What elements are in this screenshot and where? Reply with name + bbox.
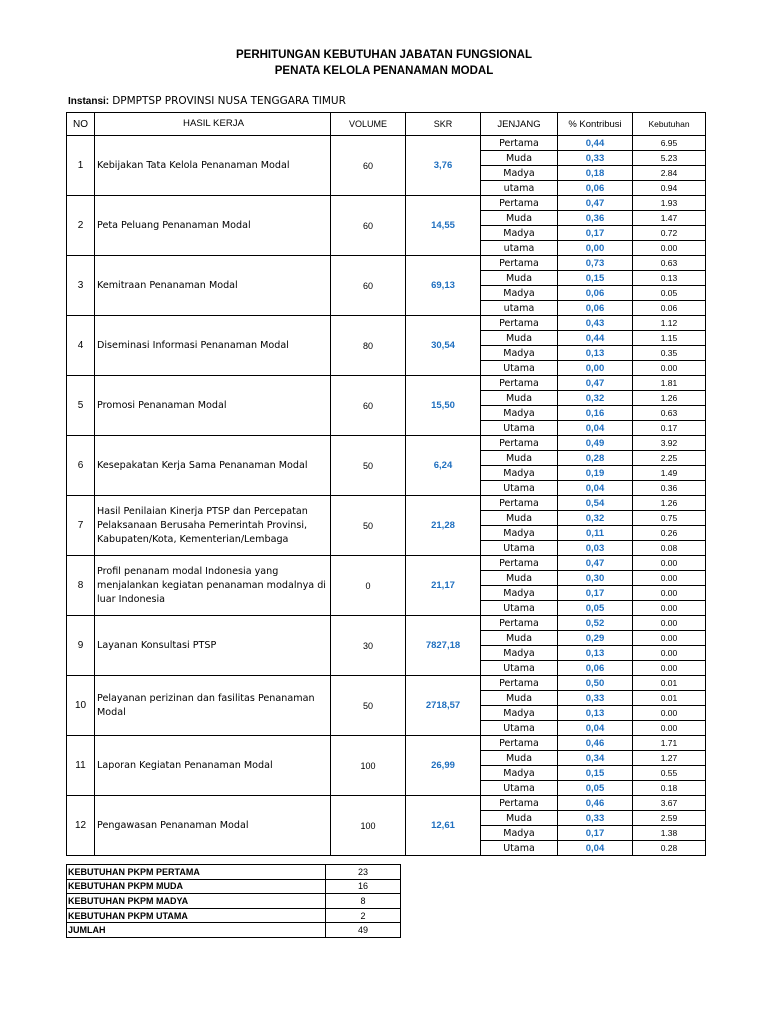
jenjang-cell: Madya	[481, 226, 558, 241]
jenjang-cell: Utama	[481, 481, 558, 496]
row-number: 12	[67, 796, 95, 856]
kebutuhan-cell: 0.05	[633, 286, 706, 301]
jenjang-cell: Pertama	[481, 436, 558, 451]
kontribusi-cell: 0,15	[558, 271, 633, 286]
kebutuhan-cell: 1.71	[633, 736, 706, 751]
kebutuhan-cell: 0.75	[633, 511, 706, 526]
kontribusi-cell: 0,30	[558, 571, 633, 586]
jenjang-cell: Muda	[481, 631, 558, 646]
volume-cell: 100	[331, 796, 406, 856]
hasil-kerja-cell: Peta Peluang Penanaman Modal	[95, 196, 331, 256]
kebutuhan-cell: 2.84	[633, 166, 706, 181]
skr-cell: 3,76	[406, 136, 481, 196]
kebutuhan-cell: 1.15	[633, 331, 706, 346]
kebutuhan-cell: 0.00	[633, 616, 706, 631]
jenjang-cell: Madya	[481, 526, 558, 541]
kebutuhan-cell: 5.23	[633, 151, 706, 166]
jenjang-cell: Utama	[481, 721, 558, 736]
jenjang-cell: Pertama	[481, 616, 558, 631]
volume-cell: 60	[331, 196, 406, 256]
volume-cell: 50	[331, 676, 406, 736]
table-row	[67, 616, 706, 631]
summary-table	[66, 864, 401, 938]
jenjang-cell: Muda	[481, 331, 558, 346]
header-skr: SKR	[406, 113, 481, 136]
kontribusi-cell: 0,18	[558, 166, 633, 181]
row-number: 6	[67, 436, 95, 496]
summary-value: 23	[326, 865, 401, 880]
kebutuhan-cell: 1.47	[633, 211, 706, 226]
kebutuhan-cell: 0.63	[633, 256, 706, 271]
skr-cell: 30,54	[406, 316, 481, 376]
row-number: 3	[67, 256, 95, 316]
kebutuhan-cell: 0.01	[633, 676, 706, 691]
skr-cell: 7827,18	[406, 616, 481, 676]
jenjang-cell: Pertama	[481, 376, 558, 391]
hasil-kerja-cell: Pelayanan perizinan dan fasilitas Penanaman Modal	[95, 676, 331, 736]
kontribusi-cell: 0,11	[558, 526, 633, 541]
table-row	[67, 676, 706, 691]
jenjang-cell: Muda	[481, 451, 558, 466]
jenjang-cell: Utama	[481, 841, 558, 856]
calculation-table	[66, 112, 706, 856]
table-row	[67, 196, 706, 211]
kontribusi-cell: 0,04	[558, 841, 633, 856]
kontribusi-cell: 0,06	[558, 661, 633, 676]
volume-cell: 100	[331, 736, 406, 796]
kebutuhan-cell: 0.06	[633, 301, 706, 316]
jenjang-cell: Pertama	[481, 496, 558, 511]
jenjang-cell: Utama	[481, 541, 558, 556]
kontribusi-cell: 0,06	[558, 181, 633, 196]
row-number: 10	[67, 676, 95, 736]
kebutuhan-cell: 0.00	[633, 631, 706, 646]
summary-label: KEBUTUHAN PKPM UTAMA	[67, 908, 326, 923]
jenjang-cell: Muda	[481, 691, 558, 706]
jenjang-cell: Madya	[481, 766, 558, 781]
skr-cell: 26,99	[406, 736, 481, 796]
kontribusi-cell: 0,32	[558, 511, 633, 526]
table-row	[67, 376, 706, 391]
kebutuhan-cell: 0.17	[633, 421, 706, 436]
instansi-line	[68, 95, 346, 107]
kontribusi-cell: 0,04	[558, 721, 633, 736]
jenjang-cell: Madya	[481, 706, 558, 721]
volume-cell: 0	[331, 556, 406, 616]
jenjang-cell: Madya	[481, 646, 558, 661]
summary-value: 2	[326, 908, 401, 923]
kontribusi-cell: 0,50	[558, 676, 633, 691]
header-volume: VOLUME	[331, 113, 406, 136]
kontribusi-cell: 0,28	[558, 451, 633, 466]
summary-value: 49	[326, 923, 401, 938]
jenjang-cell: utama	[481, 241, 558, 256]
hasil-kerja-cell: Layanan Konsultasi PTSP	[95, 616, 331, 676]
row-number: 7	[67, 496, 95, 556]
skr-cell: 2718,57	[406, 676, 481, 736]
jenjang-cell: Muda	[481, 151, 558, 166]
jenjang-cell: utama	[481, 301, 558, 316]
jenjang-cell: Madya	[481, 466, 558, 481]
skr-cell: 69,13	[406, 256, 481, 316]
jenjang-cell: Pertama	[481, 676, 558, 691]
kontribusi-cell: 0,46	[558, 736, 633, 751]
hasil-kerja-cell: Pengawasan Penanaman Modal	[95, 796, 331, 856]
skr-cell: 6,24	[406, 436, 481, 496]
volume-cell: 60	[331, 256, 406, 316]
kebutuhan-cell: 2.59	[633, 811, 706, 826]
summary-value: 16	[326, 879, 401, 894]
jenjang-cell: Madya	[481, 826, 558, 841]
jenjang-cell: Pertama	[481, 136, 558, 151]
kontribusi-cell: 0,29	[558, 631, 633, 646]
jenjang-cell: Muda	[481, 811, 558, 826]
summary-label: KEBUTUHAN PKPM MUDA	[67, 879, 326, 894]
document-title: PERHITUNGAN KEBUTUHAN JABATAN FUNGSIONAL	[235, 49, 532, 61]
kebutuhan-cell: 0.00	[633, 661, 706, 676]
kebutuhan-cell: 0.00	[633, 571, 706, 586]
instansi-label: Instansi:	[68, 96, 110, 107]
kontribusi-cell: 0,00	[558, 241, 633, 256]
kebutuhan-cell: 1.27	[633, 751, 706, 766]
jenjang-cell: Utama	[481, 601, 558, 616]
kebutuhan-cell: 3.92	[633, 436, 706, 451]
kebutuhan-cell: 2.25	[633, 451, 706, 466]
summary-row	[67, 894, 401, 909]
row-number: 5	[67, 376, 95, 436]
kontribusi-cell: 0,33	[558, 691, 633, 706]
hasil-kerja-cell: Profil penanam modal Indonesia yang menjalankan kegiatan penanaman modalnya di luar Indonesia	[95, 556, 331, 616]
kontribusi-cell: 0,47	[558, 376, 633, 391]
summary-label: KEBUTUHAN PKPM PERTAMA	[67, 865, 326, 880]
kontribusi-cell: 0,03	[558, 541, 633, 556]
table-row	[67, 136, 706, 151]
jenjang-cell: Utama	[481, 781, 558, 796]
jenjang-cell: Madya	[481, 586, 558, 601]
hasil-kerja-cell: Kemitraan Penanaman Modal	[95, 256, 331, 316]
kontribusi-cell: 0,47	[558, 196, 633, 211]
kebutuhan-cell: 1.49	[633, 466, 706, 481]
summary-row	[67, 923, 401, 938]
kebutuhan-cell: 0.00	[633, 646, 706, 661]
header-jenjang: JENJANG	[481, 113, 558, 136]
kontribusi-cell: 0,05	[558, 601, 633, 616]
kontribusi-cell: 0,49	[558, 436, 633, 451]
row-number: 8	[67, 556, 95, 616]
volume-cell: 80	[331, 316, 406, 376]
kontribusi-cell: 0,54	[558, 496, 633, 511]
hasil-kerja-cell: Kebijakan Tata Kelola Penanaman Modal	[95, 136, 331, 196]
skr-cell: 14,55	[406, 196, 481, 256]
volume-cell: 50	[331, 436, 406, 496]
summary-row	[67, 879, 401, 894]
jenjang-cell: Pertama	[481, 316, 558, 331]
kebutuhan-cell: 0.01	[633, 691, 706, 706]
kontribusi-cell: 0,43	[558, 316, 633, 331]
kebutuhan-cell: 0.00	[633, 601, 706, 616]
kebutuhan-cell: 1.38	[633, 826, 706, 841]
kontribusi-cell: 0,34	[558, 751, 633, 766]
row-number: 2	[67, 196, 95, 256]
kontribusi-cell: 0,13	[558, 706, 633, 721]
jenjang-cell: Pertama	[481, 196, 558, 211]
hasil-kerja-cell: Promosi Penanaman Modal	[95, 376, 331, 436]
header-kebutuhan: Kebutuhan	[633, 113, 706, 136]
jenjang-cell: Madya	[481, 406, 558, 421]
kebutuhan-cell: 0.94	[633, 181, 706, 196]
jenjang-cell: Madya	[481, 166, 558, 181]
kontribusi-cell: 0,52	[558, 616, 633, 631]
kontribusi-cell: 0,16	[558, 406, 633, 421]
summary-label: JUMLAH	[67, 923, 326, 938]
row-number: 4	[67, 316, 95, 376]
jenjang-cell: Muda	[481, 511, 558, 526]
header-hasil-kerja: HASIL KERJA	[95, 113, 331, 136]
volume-cell: 50	[331, 496, 406, 556]
kontribusi-cell: 0,15	[558, 766, 633, 781]
kebutuhan-cell: 0.13	[633, 271, 706, 286]
kontribusi-cell: 0,13	[558, 646, 633, 661]
kontribusi-cell: 0,17	[558, 826, 633, 841]
table-row	[67, 316, 706, 331]
header-kontribusi: % Kontribusi	[558, 113, 633, 136]
row-number: 11	[67, 736, 95, 796]
volume-cell: 30	[331, 616, 406, 676]
jenjang-cell: Pertama	[481, 556, 558, 571]
kebutuhan-cell: 0.00	[633, 556, 706, 571]
kontribusi-cell: 0,00	[558, 361, 633, 376]
kontribusi-cell: 0,33	[558, 811, 633, 826]
kebutuhan-cell: 1.12	[633, 316, 706, 331]
kebutuhan-cell: 1.26	[633, 391, 706, 406]
summary-row	[67, 908, 401, 923]
kebutuhan-cell: 0.00	[633, 706, 706, 721]
jenjang-cell: Madya	[481, 286, 558, 301]
hasil-kerja-cell: Diseminasi Informasi Penanaman Modal	[95, 316, 331, 376]
kebutuhan-cell: 0.28	[633, 841, 706, 856]
kebutuhan-cell: 0.63	[633, 406, 706, 421]
kontribusi-cell: 0,04	[558, 481, 633, 496]
kontribusi-cell: 0,06	[558, 301, 633, 316]
jenjang-cell: Muda	[481, 391, 558, 406]
kebutuhan-cell: 0.00	[633, 721, 706, 736]
kebutuhan-cell: 0.36	[633, 481, 706, 496]
kebutuhan-cell: 0.55	[633, 766, 706, 781]
kontribusi-cell: 0,47	[558, 556, 633, 571]
kebutuhan-cell: 0.18	[633, 781, 706, 796]
kebutuhan-cell: 1.26	[633, 496, 706, 511]
skr-cell: 12,61	[406, 796, 481, 856]
kebutuhan-cell: 1.81	[633, 376, 706, 391]
row-number: 1	[67, 136, 95, 196]
jenjang-cell: Muda	[481, 271, 558, 286]
jenjang-cell: Utama	[481, 661, 558, 676]
jenjang-cell: Muda	[481, 751, 558, 766]
table-row	[67, 496, 706, 511]
kebutuhan-cell: 6.95	[633, 136, 706, 151]
row-number: 9	[67, 616, 95, 676]
summary-value: 8	[326, 894, 401, 909]
table-row	[67, 796, 706, 811]
jenjang-cell: Utama	[481, 361, 558, 376]
kontribusi-cell: 0,04	[558, 421, 633, 436]
table-row	[67, 436, 706, 451]
table-row	[67, 256, 706, 271]
jenjang-cell: Pertama	[481, 796, 558, 811]
volume-cell: 60	[331, 136, 406, 196]
kontribusi-cell: 0,44	[558, 136, 633, 151]
hasil-kerja-cell: Kesepakatan Kerja Sama Penanaman Modal	[95, 436, 331, 496]
document-subtitle: PENATA KELOLA PENANAMAN MODAL	[274, 65, 494, 77]
summary-row	[67, 865, 401, 880]
kontribusi-cell: 0,17	[558, 586, 633, 601]
kebutuhan-cell: 0.08	[633, 541, 706, 556]
kebutuhan-cell: 3.67	[633, 796, 706, 811]
skr-cell: 21,28	[406, 496, 481, 556]
hasil-kerja-cell: Laporan Kegiatan Penanaman Modal	[95, 736, 331, 796]
kebutuhan-cell: 0.26	[633, 526, 706, 541]
kontribusi-cell: 0,36	[558, 211, 633, 226]
kontribusi-cell: 0,44	[558, 331, 633, 346]
kontribusi-cell: 0,17	[558, 226, 633, 241]
skr-cell: 21,17	[406, 556, 481, 616]
jenjang-cell: Pertama	[481, 256, 558, 271]
kontribusi-cell: 0,19	[558, 466, 633, 481]
jenjang-cell: Utama	[481, 421, 558, 436]
summary-label: KEBUTUHAN PKPM MADYA	[67, 894, 326, 909]
jenjang-cell: Muda	[481, 211, 558, 226]
kebutuhan-cell: 0.00	[633, 586, 706, 601]
hasil-kerja-cell: Hasil Penilaian Kinerja PTSP dan Percepatan Pelaksanaan Berusaha Pemerintah Provinsi, Kabupaten/Kota, Kementerian/Lembaga	[95, 496, 331, 556]
kontribusi-cell: 0,46	[558, 796, 633, 811]
kontribusi-cell: 0,32	[558, 391, 633, 406]
kontribusi-cell: 0,33	[558, 151, 633, 166]
kebutuhan-cell: 0.72	[633, 226, 706, 241]
kontribusi-cell: 0,13	[558, 346, 633, 361]
jenjang-cell: Madya	[481, 346, 558, 361]
instansi-value: DPMPTSP PROVINSI NUSA TENGGARA TIMUR	[112, 95, 346, 107]
jenjang-cell: Muda	[481, 571, 558, 586]
volume-cell: 60	[331, 376, 406, 436]
kebutuhan-cell: 0.00	[633, 241, 706, 256]
table-row	[67, 736, 706, 751]
skr-cell: 15,50	[406, 376, 481, 436]
kebutuhan-cell: 0.35	[633, 346, 706, 361]
jenjang-cell: utama	[481, 181, 558, 196]
table-header-row	[67, 113, 706, 136]
kebutuhan-cell: 1.93	[633, 196, 706, 211]
jenjang-cell: Pertama	[481, 736, 558, 751]
kontribusi-cell: 0,05	[558, 781, 633, 796]
header-no: NO	[67, 113, 95, 136]
kontribusi-cell: 0,73	[558, 256, 633, 271]
kebutuhan-cell: 0.00	[633, 361, 706, 376]
kontribusi-cell: 0,06	[558, 286, 633, 301]
table-row	[67, 556, 706, 571]
